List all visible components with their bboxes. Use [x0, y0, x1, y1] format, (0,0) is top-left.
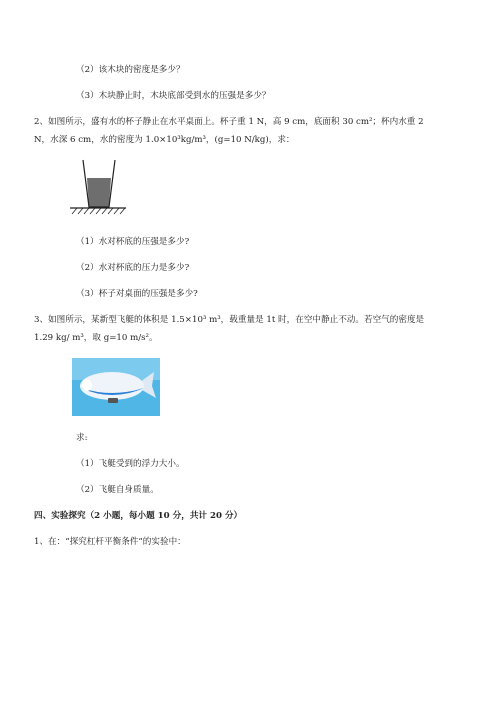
q3-stem-line2: 1.29 kg/ m³，取 g=10 m/s²。 — [34, 333, 158, 343]
table-hatching — [72, 208, 125, 214]
q2-sub3: （3）杯子对桌面的压强是多少? — [76, 289, 198, 299]
q2-sub1: （1）水对杯底的压强是多少? — [76, 237, 190, 247]
blimp-gondola — [108, 398, 118, 403]
q1-sub2: （2）该木块的密度是多少？ — [76, 65, 185, 75]
q3-ask: 求: — [76, 433, 88, 443]
q3-sub2: （2）飞艇自身质量。 — [76, 485, 159, 495]
section4-heading: 四、实验探究（2 小题，每小题 10 分，共计 20 分） — [34, 511, 243, 521]
blimp-photo — [72, 358, 160, 416]
q3-sub1: （1）飞艇受到的浮力大小。 — [76, 459, 185, 469]
water-in-cup — [87, 178, 111, 207]
q2-stem-line2: N，水深 6 cm，水的密度为 1.0×10³kg/m³，(g=10 N/kg)，求： — [34, 135, 295, 145]
cup-on-table-figure — [70, 158, 126, 216]
q3-stem-line1: 3、如图所示，某新型飞艇的体积是 1.5×10³ m³，载重量是 1t 时，在空中静止不动。若空气的密度是 — [34, 315, 425, 325]
q1-sub3: （3）木块静止时，木块底部受到水的压强是多少？ — [76, 91, 271, 101]
section4-q1: 1、在：“探究杠杆平衡条件”的实验中： — [34, 537, 186, 547]
q2-sub2: （2）水对杯底的压力是多少? — [76, 263, 190, 273]
q2-stem-line1: 2、如图所示，盛有水的杯子静止在水平桌面上。杯子重 1 N，高 9 cm，底面积 30 cm²；杯内水重 2 — [34, 117, 424, 127]
